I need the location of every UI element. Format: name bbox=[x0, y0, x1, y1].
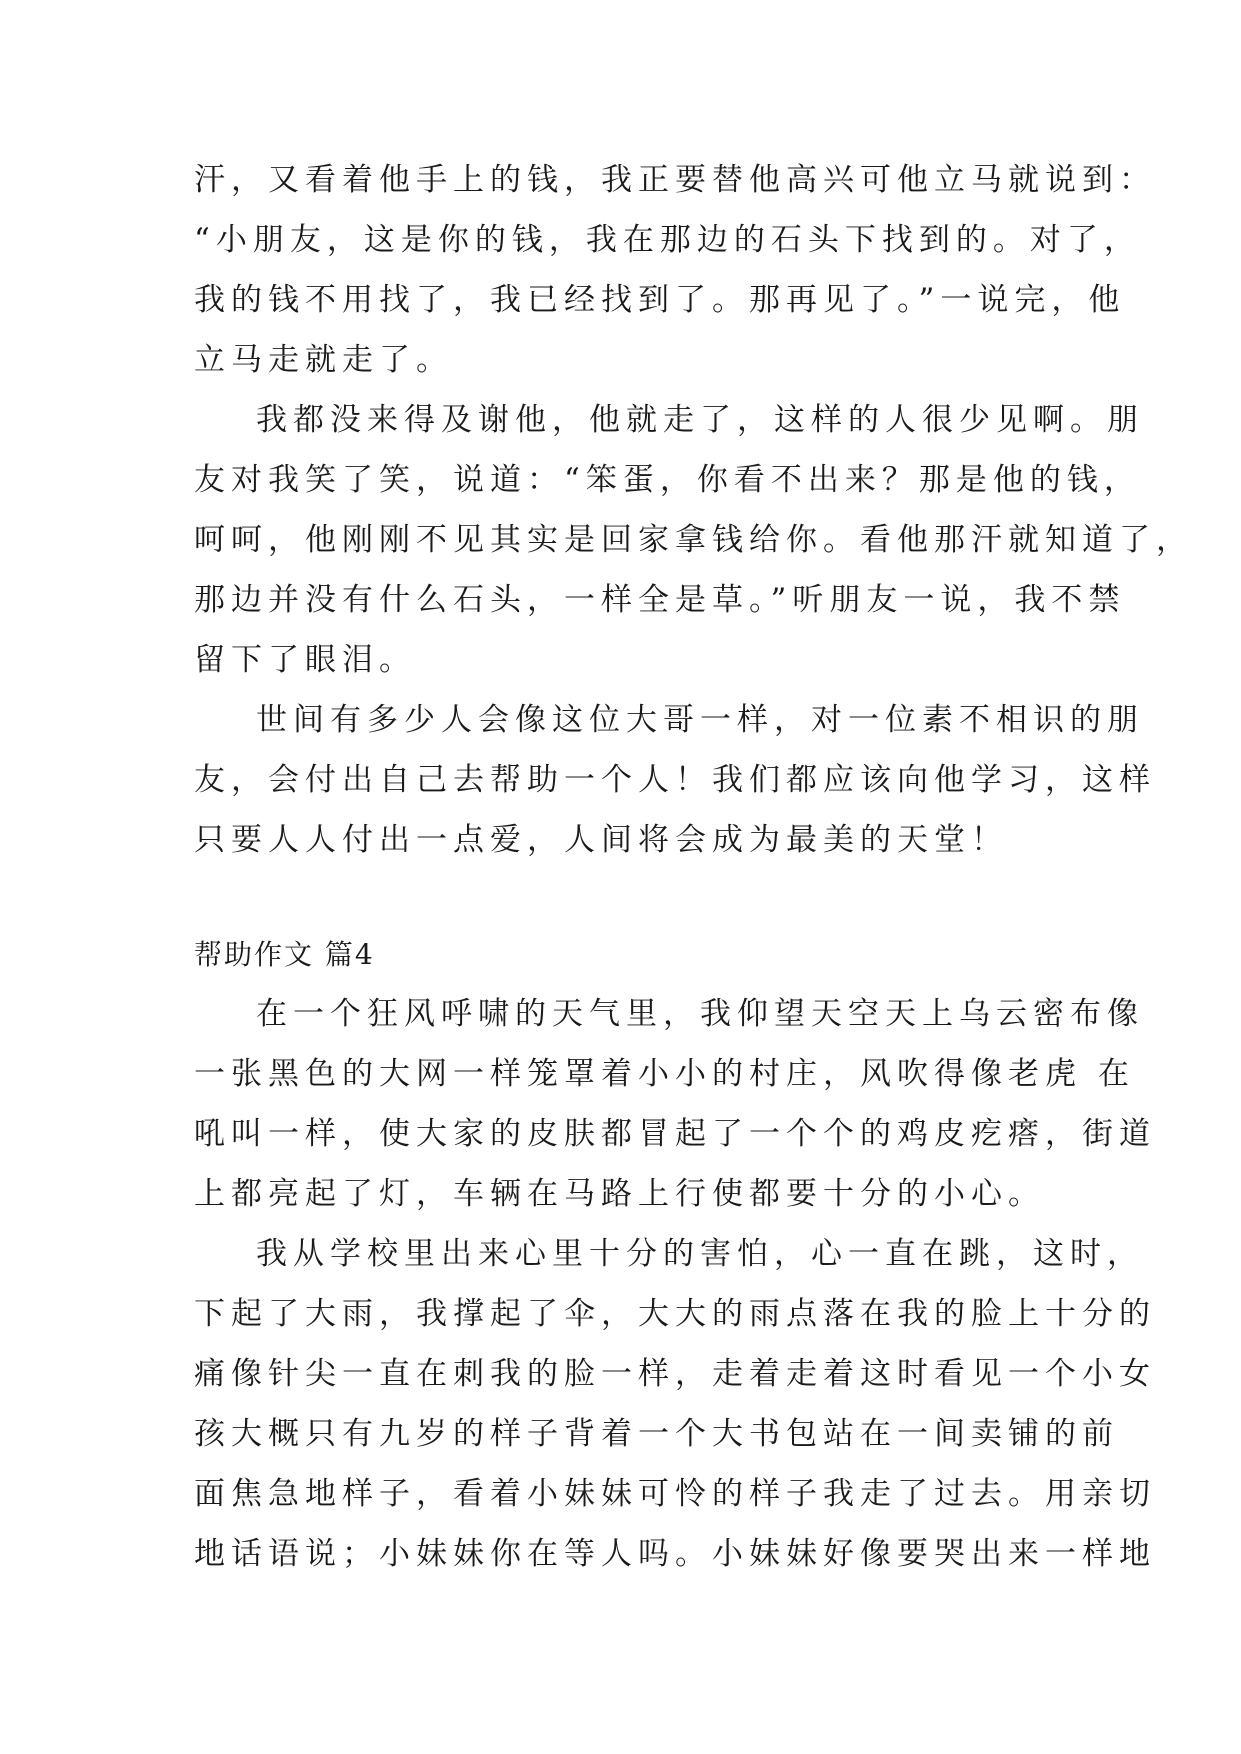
text-line: “小朋友，这是你的钱，我在那边的石头下找到的。对了， bbox=[194, 222, 1141, 258]
text-line: 我从学校里出来心里十分的害怕，心一直在跳，这时， bbox=[256, 1236, 1144, 1272]
text-line: 我的钱不用找了，我已经找到了。那再见了。”一说完，他 bbox=[194, 282, 1126, 318]
text-line: 地话语说；小妹妹你在等人吗。小妹妹好像要哭出来一样地 bbox=[194, 1536, 1156, 1572]
text-line: 呵呵，他刚刚不见其实是回家拿钱给你。看他那汗就知道了， bbox=[194, 522, 1193, 558]
section-heading: 帮助作文 篇4 bbox=[194, 938, 375, 971]
text-line: 面焦急地样子，看着小妹妹可怜的样子我走了过去。用亲切 bbox=[194, 1476, 1156, 1512]
text-line: 汗，又看着他手上的钱，我正要替他高兴可他立马就说到： bbox=[194, 162, 1156, 198]
text-line: 在一个狂风呼啸的天气里，我仰望天空天上乌云密布像 bbox=[256, 996, 1144, 1032]
text-line: 吼叫一样，使大家的皮肤都冒起了一个个的鸡皮疙瘩，街道 bbox=[194, 1116, 1156, 1152]
text-line: 留下了眼泪。 bbox=[194, 642, 416, 678]
text-line: 只要人人付出一点爱，人间将会成为最美的天堂！ bbox=[194, 822, 1008, 858]
text-line: 上都亮起了灯，车辆在马路上行使都要十分的小心。 bbox=[194, 1176, 1045, 1212]
paragraph bbox=[194, 390, 1193, 690]
text-line: 世间有多少人会像这位大哥一样，对一位素不相识的朋 bbox=[256, 702, 1144, 738]
paragraph bbox=[194, 150, 1156, 390]
paragraph bbox=[194, 1224, 1156, 1584]
text-line: 友，会付出自己去帮助一个人！我们都应该向他学习，这样 bbox=[194, 762, 1156, 798]
text-line: 我都没来得及谢他，他就走了，这样的人很少见啊。朋 bbox=[256, 402, 1144, 438]
text-line: 一张黑色的大网一样笼罩着小小的村庄，风吹得像老虎 在 bbox=[194, 1056, 1135, 1092]
text-line: 孩大概只有九岁的样子背着一个大书包站在一间卖铺的前 bbox=[194, 1416, 1119, 1452]
section-heading-block bbox=[194, 926, 1056, 984]
text-line: 友对我笑了笑，说道：“笨蛋，你看不出来？那是他的钱， bbox=[194, 462, 1141, 498]
text-line: 痛像针尖一直在刺我的脸一样，走着走着这时看见一个小女 bbox=[194, 1356, 1156, 1392]
paragraph bbox=[194, 690, 1156, 870]
text-line: 下起了大雨，我撑起了伞，大大的雨点落在我的脸上十分的 bbox=[194, 1296, 1156, 1332]
text-line: 立马走就走了。 bbox=[194, 342, 453, 378]
paragraph bbox=[194, 984, 1156, 1224]
document-page bbox=[194, 150, 1193, 1584]
text-line: 那边并没有什么石头，一样全是草。”听朋友一说，我不禁 bbox=[194, 582, 1126, 618]
